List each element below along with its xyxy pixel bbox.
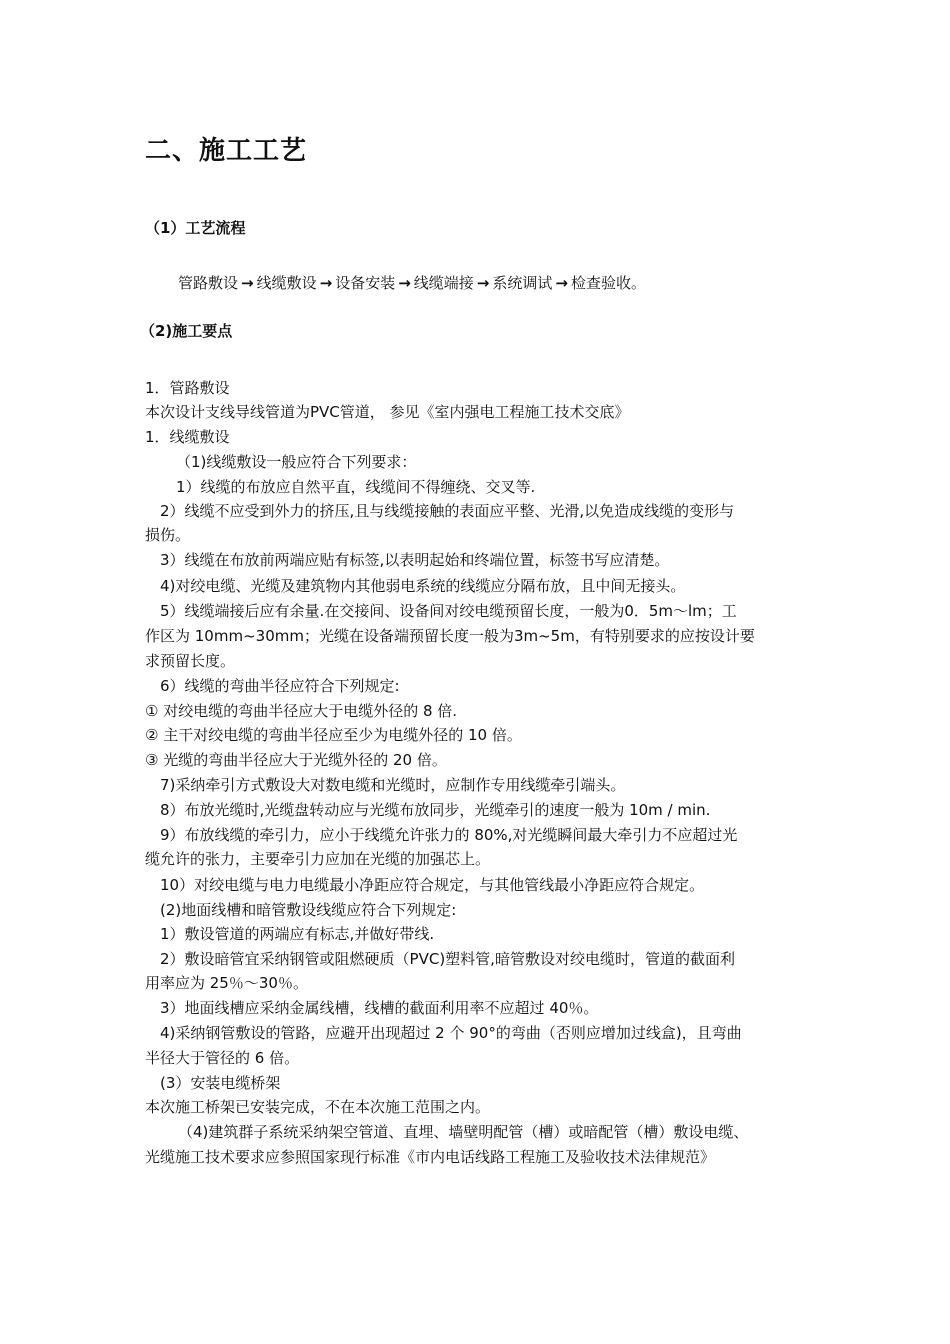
text-line: (2)地面线槽和暗管敷设线缆应符合下列规定: [160,901,457,919]
text-line: 光缆施工技术要求应参照国家现行标准《市内电话线路工程施工及验收技术法律规范》 [145,1148,716,1166]
flow-step: 系统调试 [492,274,553,292]
text-line: 1）敷设管道的两端应有标志,并做好带线. [160,925,435,943]
text-line: 本次施工桥架已安装完成，不在本次施工范围之内。 [145,1098,491,1116]
text-line: ② 主干对绞电缆的弯曲半径应至少为电缆外径的 10 倍。 [145,726,522,744]
arrow-right-icon: → [241,274,254,292]
text-line: 8）布放光缆时,光缆盘转动应与光缆布放同步，光缆牵引的速度一般为 10m / min. [160,801,711,819]
text-line: 作区为 10mm~30mm；光缆在设备端预留长度一般为3m~5m，有特别要求的应按设计要 [145,627,755,645]
text-line: 1．线缆敷设 [145,428,230,446]
text-line: 9）布放线缆的牵引力，应小于线缆允许张力的 80%,对光缆瞬间最大牵引力不应超过光 [160,826,738,844]
text-line: 本次设计支线导线管道为PVC管道， 参见《室内强电工程施工技术交底》 [145,403,630,421]
text-line: 缆允许的张力，主要牵引力应加在光缆的加强芯上。 [145,850,491,868]
text-line: 4)采纳钢管敷设的管路，应避开出现超过 2 个 90°的弯曲（否则应增加过线盒)，且弯曲 [160,1024,742,1042]
arrow-right-icon: → [319,274,333,292]
text-line: 5）线缆端接后应有余量.在交接间、设备间对绞电缆预留长度，一般为0．5m～lm；工 [160,602,737,620]
text-line: 损伤。 [145,526,191,544]
arrow-right-icon: → [555,274,568,292]
process-flow [178,272,646,293]
text-line: (3）安装电缆桥架 [160,1074,281,1092]
text-line: 3）线缆在布放前两端应贴有标签,以表明起始和终端位置，标签书写应清楚。 [160,551,670,569]
text-line: 2）敷设暗管宜采纳钢管或阻燃硬质（PVC)塑料管,暗管敷设对绞电缆时，管道的截面利 [160,950,735,968]
text-line: ③ 光缆的弯曲半径应大于光缆外径的 20 倍。 [145,751,447,769]
text-line: 6）线缆的弯曲半径应符合下列规定: [160,677,400,695]
text-line: 1．管路敷设 [145,379,230,397]
text-line: 用率应为 25％～30％。 [145,974,308,992]
flow-step: 线缆敷设 [256,274,317,292]
text-line: ① 对绞电缆的弯曲半径应大于电缆外径的 8 倍. [145,702,458,720]
text-line: 半径大于管径的 6 倍。 [145,1049,300,1067]
text-line: （1)线缆敷设一般应符合下列要求： [176,453,417,471]
text-line: 4)对绞电缆、光缆及建筑物内其他弱电系统的线缆应分隔布放，且中间无接头。 [160,577,686,595]
section-heading-key-points: （2)施工要点 [140,322,233,340]
text-line: 3）地面线槽应采纳金属线槽，线槽的截面利用率不应超过 40％。 [160,999,599,1017]
text-line: 2）线缆不应受到外力的挤压,且与线缆接触的表面应平整、光滑,以免造成线缆的变形与 [160,502,735,520]
flow-step: 设备安装 [335,274,396,292]
flow-step: 检查验收。 [570,274,646,292]
text-line: （4)建筑群子系统采纳架空管道、直埋、墙壁明配管（槽）或暗配管（槽）敷设电缆、 [178,1123,749,1141]
page-title: 二、施工工艺 [145,136,308,166]
text-line: 7)采纳牵引方式敷设大对数电缆和光缆时，应制作专用线缆牵引端头。 [160,776,626,794]
text-line: 求预留长度。 [145,652,236,670]
arrow-right-icon: → [476,274,490,292]
text-line: 10）对绞电缆与电力电缆最小净距应符合规定，与其他管线最小净距应符合规定。 [160,876,705,894]
section-heading-process-flow: （1）工艺流程 [145,219,246,237]
arrow-right-icon: → [398,274,411,292]
flow-step: 线缆端接 [413,274,474,292]
flow-step: 管路敷设 [178,274,239,292]
text-line: 1）线缆的布放应自然平直，线缆间不得缠绕、交叉等. [176,478,536,496]
